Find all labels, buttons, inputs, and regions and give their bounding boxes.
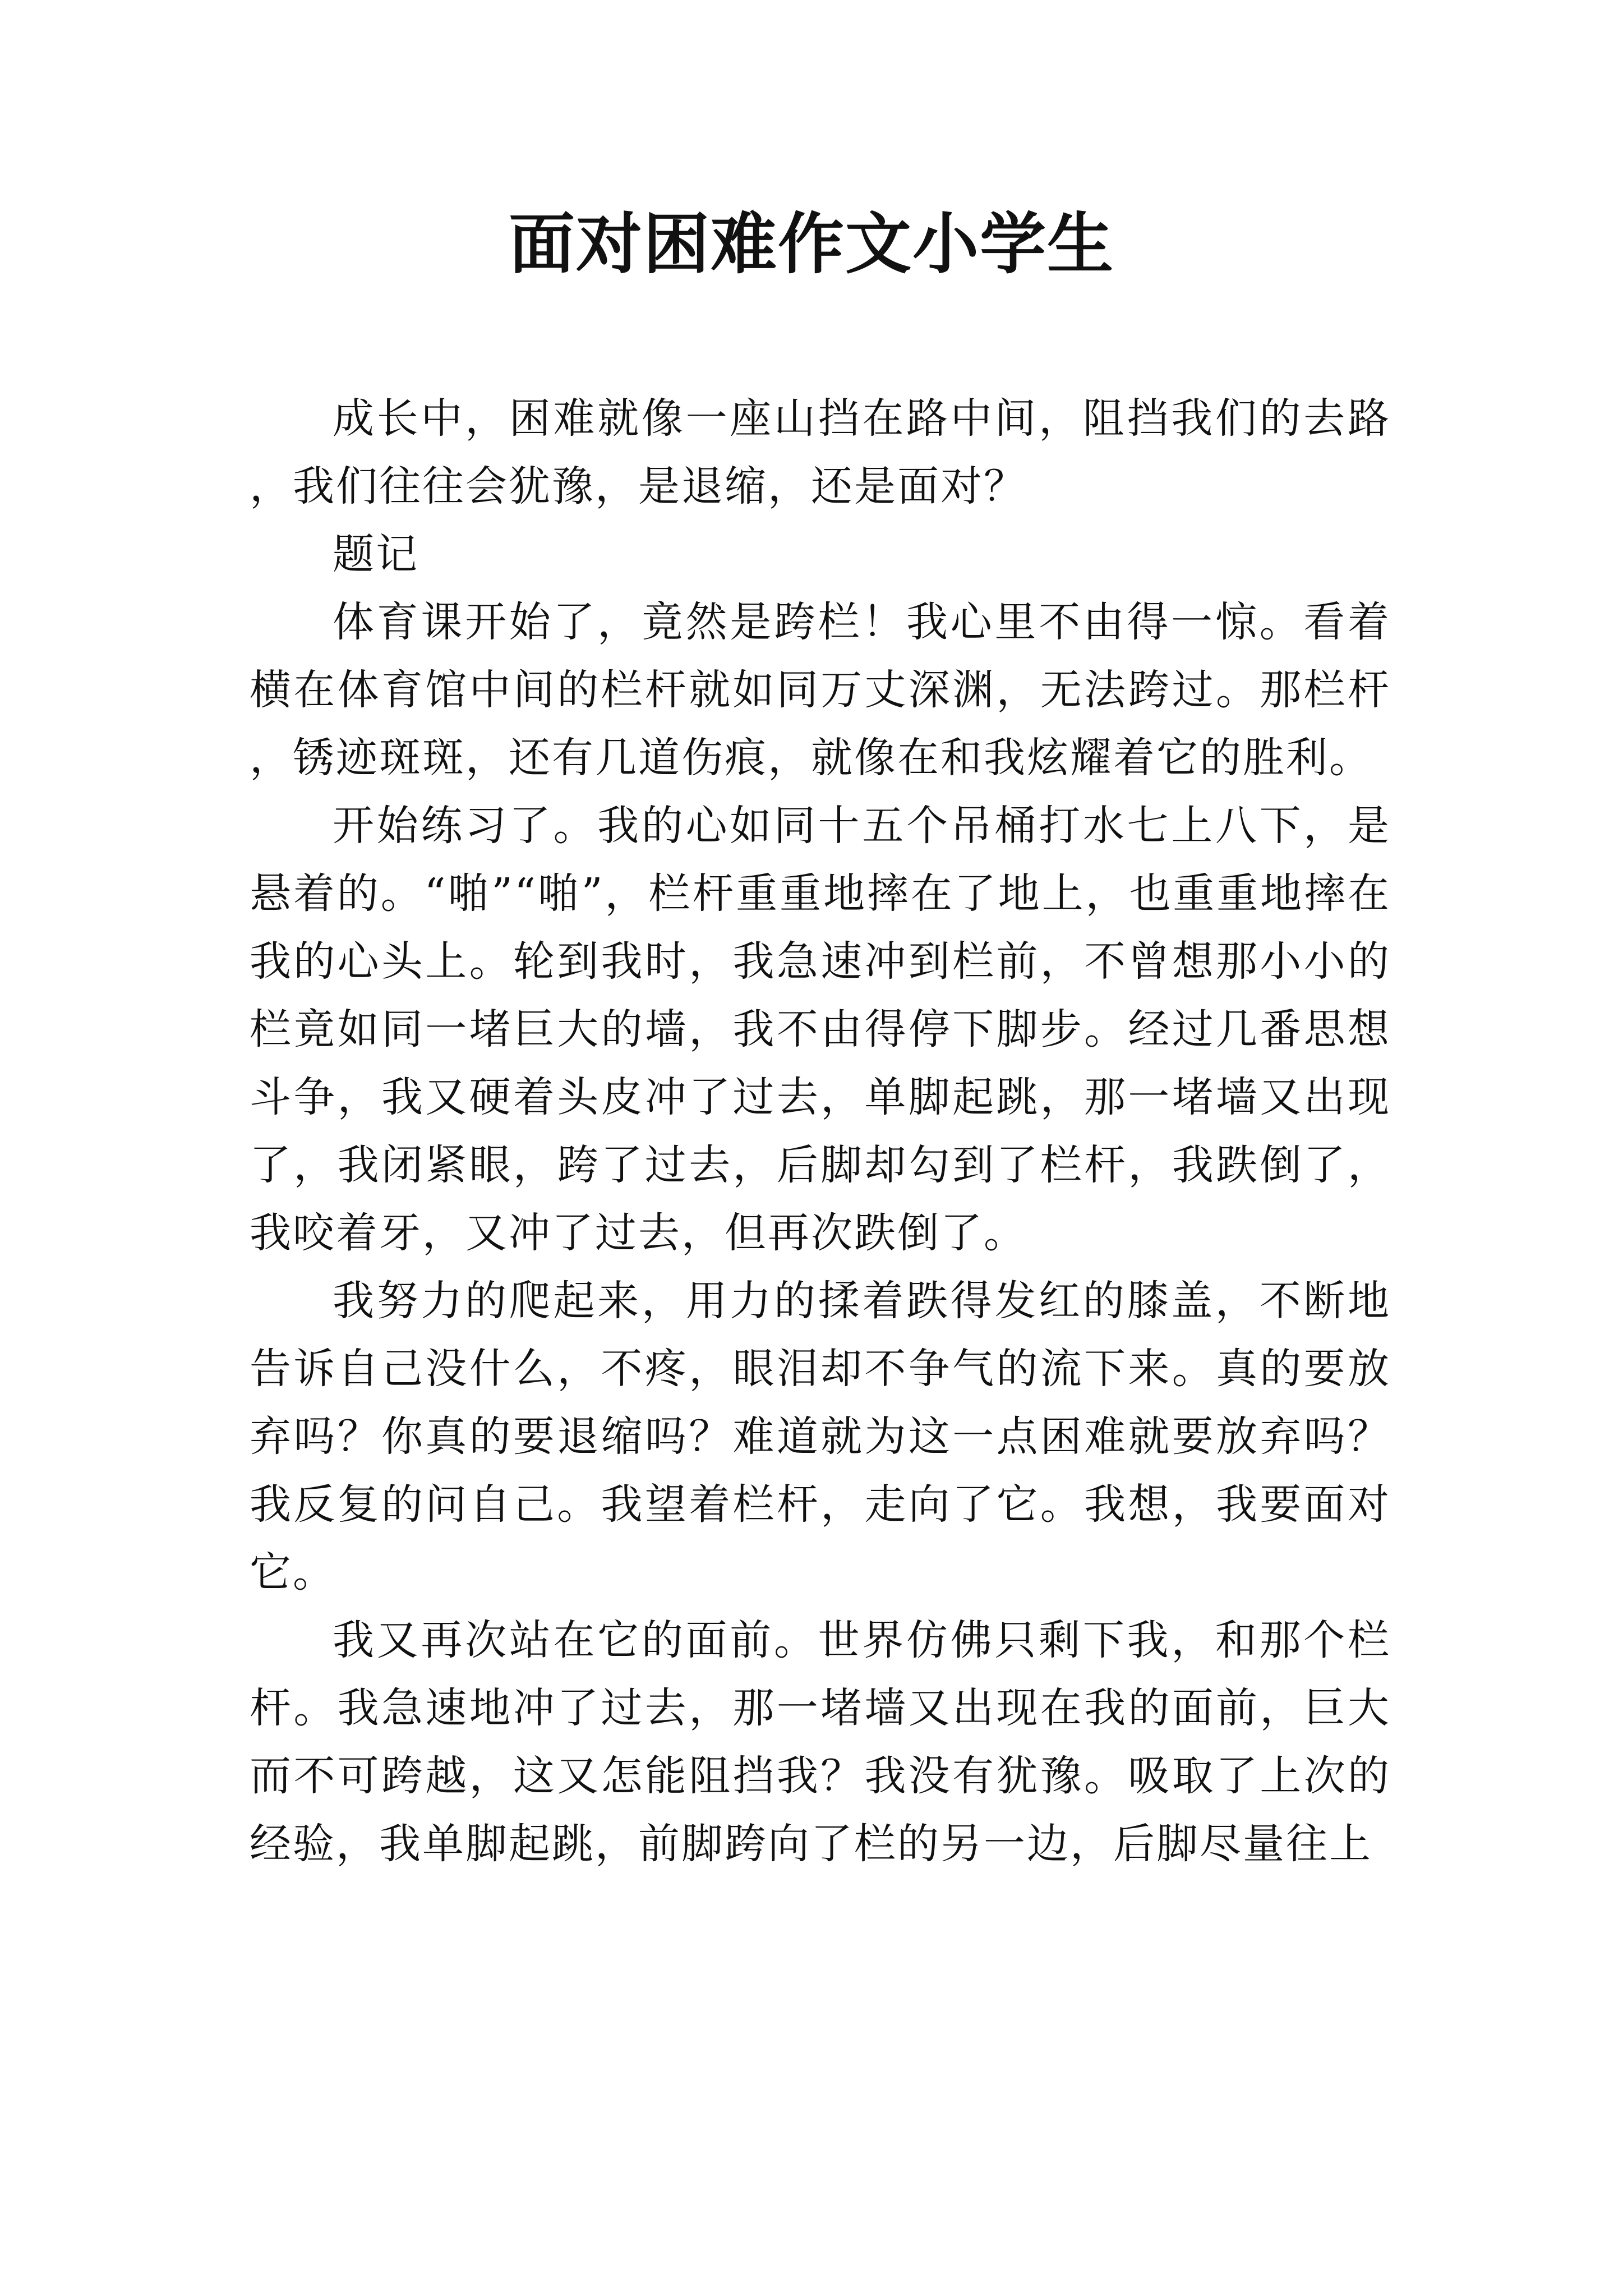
document-title: 面对困难作文小学生 xyxy=(508,205,1114,283)
paragraph-practice: 开始练习了。我的心如同十五个吊桶打水七上八下，是悬着的。“啪”“啪”，栏杆重重地摔在了地上，也重重地摔在我的心头上。轮到我时，我急速冲到栏前，不曾想那小小的栏竟如同一堵巨大的墙，我不由得停下脚步。经过几番思想斗争，我又硬着头皮冲了过去，单脚起跳，那一堵墙又出现了，我闭紧眼，跨了过去，后脚却勾到了栏杆，我跌倒了，我咬着牙，又冲了过去，但再次跌倒了。 xyxy=(250,802,1391,1257)
paragraph-get-up: 我努力的爬起来，用力的揉着跌得发红的膝盖，不断地告诉自己没什么，不疼，眼泪却不争气的流下来。真的要放弃吗？你真的要退缩吗？难道就为这一点困难就要放弃吗？我反复的问自己。我望着栏杆，走向了它。我想，我要面对它。 xyxy=(250,1277,1391,1596)
paragraph-epigraph-label: 题记 xyxy=(333,530,419,578)
paragraph-pe-class: 体育课开始了，竟然是跨栏！我心里不由得一惊。看着横在体育馆中间的栏杆就如同万丈深渊，无法跨过。那栏杆，锈迹斑斑，还有几道伤痕，就像在和我炫耀着它的胜利。 xyxy=(250,598,1391,782)
paragraph-face-again: 我又再次站在它的面前。世界仿佛只剩下我，和那个栏杆。我急速地冲了过去，那一堵墙又出现在我的面前，巨大而不可跨越，这又怎能阻挡我？我没有犹豫。吸取了上次的经验，我单脚起跳，前脚跨向了栏的另一边，后脚尽量往上 xyxy=(250,1616,1391,1868)
paragraph-intro: 成长中，困难就像一座山挡在路中间，阻挡我们的去路，我们往往会犹豫，是退缩，还是面对？ xyxy=(250,394,1391,510)
document-body xyxy=(250,385,1391,1878)
